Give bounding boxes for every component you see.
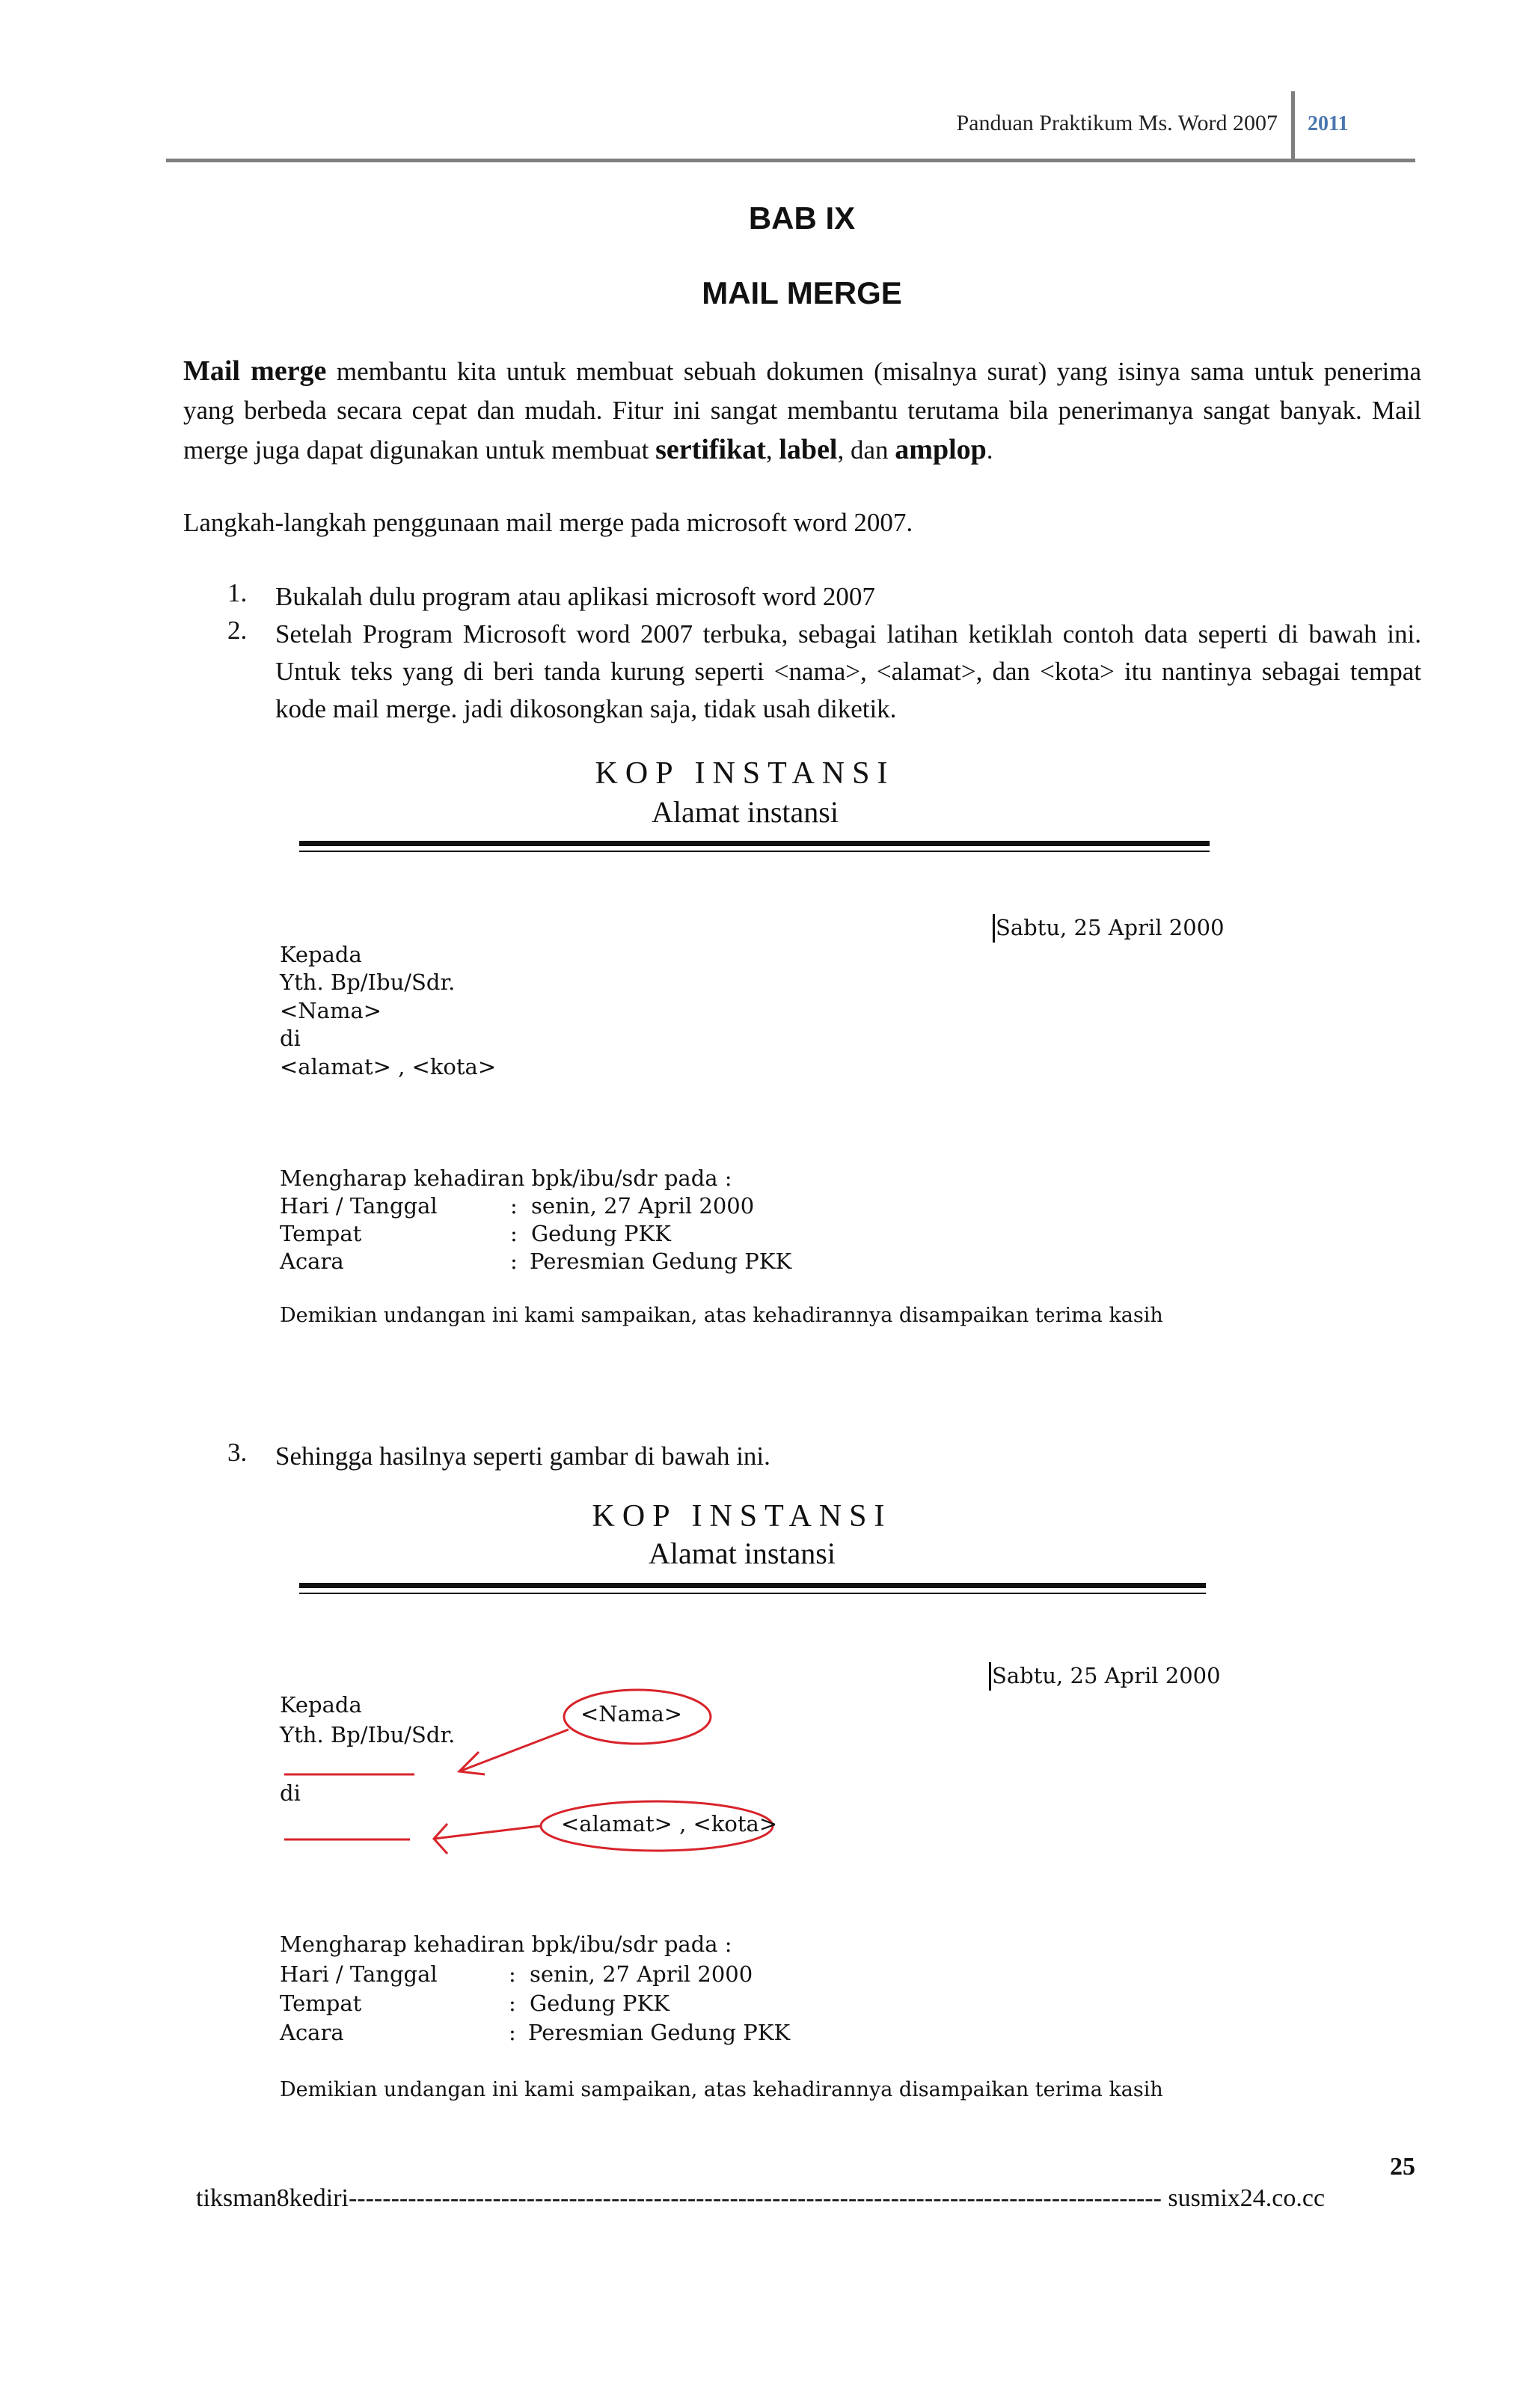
letter2-yth: Yth. Bp/Ibu/Sdr. [280, 1722, 456, 1747]
section-heading: MAIL MERGE [702, 275, 902, 310]
letter1-row-label: Acara [280, 1249, 344, 1274]
step-2-number: 2. [227, 616, 248, 645]
intro-bold-amplop: amplop [895, 434, 987, 465]
letter2-kop-title: KOP INSTANSI [592, 1499, 892, 1534]
letter1-alamat-kota-placeholder: <alamat> , <kota> [280, 1054, 497, 1079]
step-3-number: 3. [227, 1438, 248, 1467]
callout-nama-label: <Nama> [580, 1701, 683, 1727]
letter2-row-label: Tempat [280, 1991, 362, 2016]
intro-end: . [986, 435, 993, 465]
letter2-closing: Demikian undangan ini kami sampaikan, atas kehadirannya disampaikan terima kasih [280, 2078, 1163, 2101]
letter2-kepada: Kepada [280, 1692, 362, 1718]
letter1-row-label: Tempat [280, 1221, 362, 1246]
intro-term: Mail merge [183, 355, 327, 387]
letter1-row-colon: : [510, 1249, 518, 1274]
steps-intro: Langkah-langkah penggunaan mail merge pada microsoft word 2007. [183, 508, 913, 537]
letter1-nama-placeholder: <Nama> [280, 998, 382, 1023]
letter1-row-label: Hari / Tanggal [280, 1193, 438, 1219]
intro-sep-2: , dan [837, 435, 895, 465]
step-1-text: Bukalah dulu program atau aplikasi microsoft word 2007 [275, 582, 875, 611]
intro-text: membantu kita untuk membuat sebuah dokumen (misalnya surat) yang isinya sama untuk penerima yang berbeda secara cepat dan mudah. Fitur ini sangat membantu terutama bila penerimanya sangat banyak. Mail merge juga dapat digunakan untuk membuat [183, 357, 1421, 465]
letter1-row-value: Peresmian Gedung PKK [530, 1249, 792, 1274]
letter1-date: Sabtu, 25 April 2000 [996, 915, 1225, 940]
header-year: 2011 [1308, 112, 1349, 135]
letter1-yth: Yth. Bp/Ibu/Sdr. [280, 969, 456, 995]
header-title: Panduan Praktikum Ms. Word 2007 [956, 111, 1278, 135]
callout-nama-arrow-line [459, 1730, 569, 1771]
letter1-kepada: Kepada [280, 942, 362, 967]
letter1-row-colon: : [510, 1221, 518, 1246]
callout-alamat-arrow-line [434, 1826, 540, 1839]
letter2-di: di [280, 1780, 301, 1806]
footer-line: tiksman8kediri------------------------------------------------------------------------------------------------ susmix24.co.cc [196, 2184, 1326, 2212]
letter1-closing: Demikian undangan ini kami sampaikan, atas kehadirannya disampaikan terima kasih [280, 1304, 1163, 1327]
letter1-kop-title: KOP INSTANSI [595, 756, 895, 791]
chapter-title: BAB IX [748, 200, 856, 236]
letter1-row-value: senin, 27 April 2000 [531, 1193, 755, 1219]
letter2-mengharap: Mengharap kehadiran bpk/ibu/sdr pada : [280, 1931, 732, 1957]
letter1-row-colon: : [510, 1193, 518, 1219]
letter1-row-value: Gedung PKK [531, 1221, 671, 1246]
letter2-row-label: Acara [280, 2020, 344, 2045]
page-number: 25 [1390, 2153, 1415, 2181]
letter1-kop-address: Alamat instansi [652, 795, 839, 829]
letter2-date: Sabtu, 25 April 2000 [992, 1663, 1221, 1688]
letter2-kop-address: Alamat instansi [649, 1537, 836, 1570]
letter2-row-colon: : [509, 1961, 516, 1987]
step-2-text: Setelah Program Microsoft word 2007 terbuka, sebagai latihan ketiklah contoh data seperti di bawah ini. Untuk teks yang di beri tanda kurung seperti <nama>, <alamat>, dan <kota> itu nantinya sebagai tempat kode mail merge. jadi dikosongkan saja, tidak usah diketik. [275, 619, 1421, 723]
letter2-row-colon: : [509, 2020, 516, 2045]
letter1-di: di [280, 1026, 301, 1051]
letter1-mengharap: Mengharap kehadiran bpk/ibu/sdr pada : [280, 1165, 732, 1191]
step-3-text: Sehingga hasilnya seperti gambar di bawah ini. [275, 1442, 770, 1471]
callout-alamat-label: <alamat> , <kota> [561, 1811, 778, 1836]
intro-sep-1: , [765, 435, 779, 465]
step-1-number: 1. [227, 578, 248, 607]
intro-bold-sertifikat: sertifikat [655, 434, 766, 465]
letter2-row-label: Hari / Tanggal [280, 1961, 438, 1987]
letter2-row-value: senin, 27 April 2000 [530, 1961, 753, 1987]
intro-bold-label: label [779, 434, 838, 465]
letter2-row-value: Gedung PKK [530, 1991, 670, 2016]
letter2-row-value: Peresmian Gedung PKK [528, 2020, 791, 2045]
letter2-row-colon: : [509, 1991, 516, 2016]
